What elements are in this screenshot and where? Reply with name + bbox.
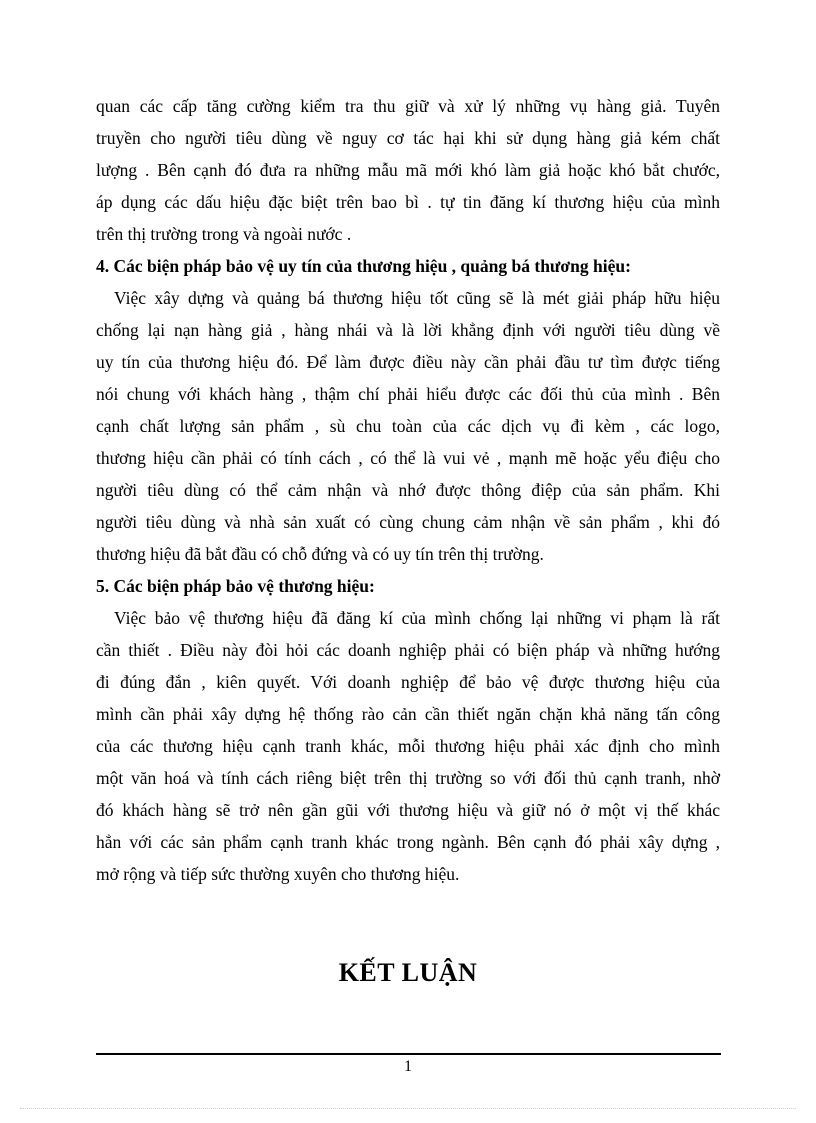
conclusion-title: KẾT LUẬN xyxy=(338,958,478,987)
paragraph-line: nói chung với khách hàng , thậm chí phải hiểu được các đối thủ của mình . Bên xyxy=(96,384,720,404)
footer-divider xyxy=(96,1053,721,1055)
paragraph-line: của các thương hiệu cạnh tranh khác, mỗi thương hiệu phải xác định cho mình xyxy=(96,736,720,756)
paragraph-line: mở rộng và tiếp sức thường xuyên cho thương hiệu. xyxy=(96,864,460,884)
paragraph-line: cần thiết . Điều này đòi hỏi các doanh nghiệp phải có biện pháp và những hướng xyxy=(96,640,720,660)
paragraph-line: người tiêu dùng và nhà sản xuất có cùng chung cảm nhận về sản phẩm , khi đó xyxy=(96,512,720,532)
paragraph-section-4 xyxy=(96,282,720,570)
paragraph-line: truyền cho người tiêu dùng về nguy cơ tác hại khi sử dụng hàng giả kém chất xyxy=(96,128,720,148)
paragraph-line: mình cần phải xây dựng hệ thống rào cản cần thiết ngăn chặn khả năng tấn công xyxy=(96,704,720,724)
section-heading-5: 5. Các biện pháp bảo vệ thương hiệu: xyxy=(96,576,375,596)
paragraph-line: Việc bảo vệ thương hiệu đã đăng kí của mình chống lại những vi phạm là rất xyxy=(114,608,720,628)
paragraph-line: lượng . Bên cạnh đó đưa ra những mẫu mã mới khó làm giả hoặc khó bắt chước, xyxy=(96,160,720,180)
paragraph-line: thương hiệu đã bắt đầu có chỗ đứng và có uy tín trên thị trường. xyxy=(96,544,544,564)
paragraph-line: uy tín của thương hiệu đó. Để làm được điều này cần phải đầu tư tìm được tiếng xyxy=(96,352,720,372)
paragraph-line: hẳn với các sản phẩm cạnh tranh khác trong ngành. Bên cạnh đó phải xây dựng , xyxy=(96,832,720,852)
paragraph-line: Việc xây dựng và quảng bá thương hiệu tốt cũng sẽ là mét giải pháp hữu hiệu xyxy=(114,288,720,308)
paragraph-line: một văn hoá và tính cách riêng biệt trên thị trường so với đối thủ cạnh tranh, nhờ xyxy=(96,768,720,788)
page-bottom-edge xyxy=(20,1108,796,1109)
section-heading-4: 4. Các biện pháp bảo vệ uy tín của thương hiệu , quảng bá thương hiệu: xyxy=(96,256,631,276)
paragraph-line: thương hiệu cần phải có tính cách , có thể là vui vẻ , mạnh mẽ hoặc yểu điệu cho xyxy=(96,448,720,468)
page-number: 1 xyxy=(404,1058,412,1075)
paragraph-section-5 xyxy=(96,602,720,890)
paragraph-line: đó khách hàng sẽ trở nên gần gũi với thương hiệu và giữ nó ở một vị thế khác xyxy=(96,800,720,820)
paragraph-line: trên thị trường trong và ngoài nước . xyxy=(96,224,352,244)
paragraph-line: áp dụng các dấu hiệu đặc biệt trên bao bì . tự tin đăng kí thương hiệu của mình xyxy=(96,192,720,212)
paragraph-line: cạnh chất lượng sản phẩm , sù chu toàn của các dịch vụ đi kèm , các logo, xyxy=(96,416,720,436)
paragraph-line: chống lại nạn hàng giả , hàng nhái và là lời khẳng định với người tiêu dùng về xyxy=(96,320,720,340)
paragraph-line: đi đúng đắn , kiên quyết. Với doanh nghiệp để bảo vệ được thương hiệu của xyxy=(96,672,720,692)
paragraph-continuation xyxy=(96,90,720,250)
paragraph-line: người tiêu dùng có thể cảm nhận và nhớ được thông điệp của sản phẩm. Khi xyxy=(96,480,720,500)
paragraph-line: quan các cấp tăng cường kiểm tra thu giữ và xử lý những vụ hàng giả. Tuyên xyxy=(96,96,720,116)
document-body xyxy=(96,90,720,890)
